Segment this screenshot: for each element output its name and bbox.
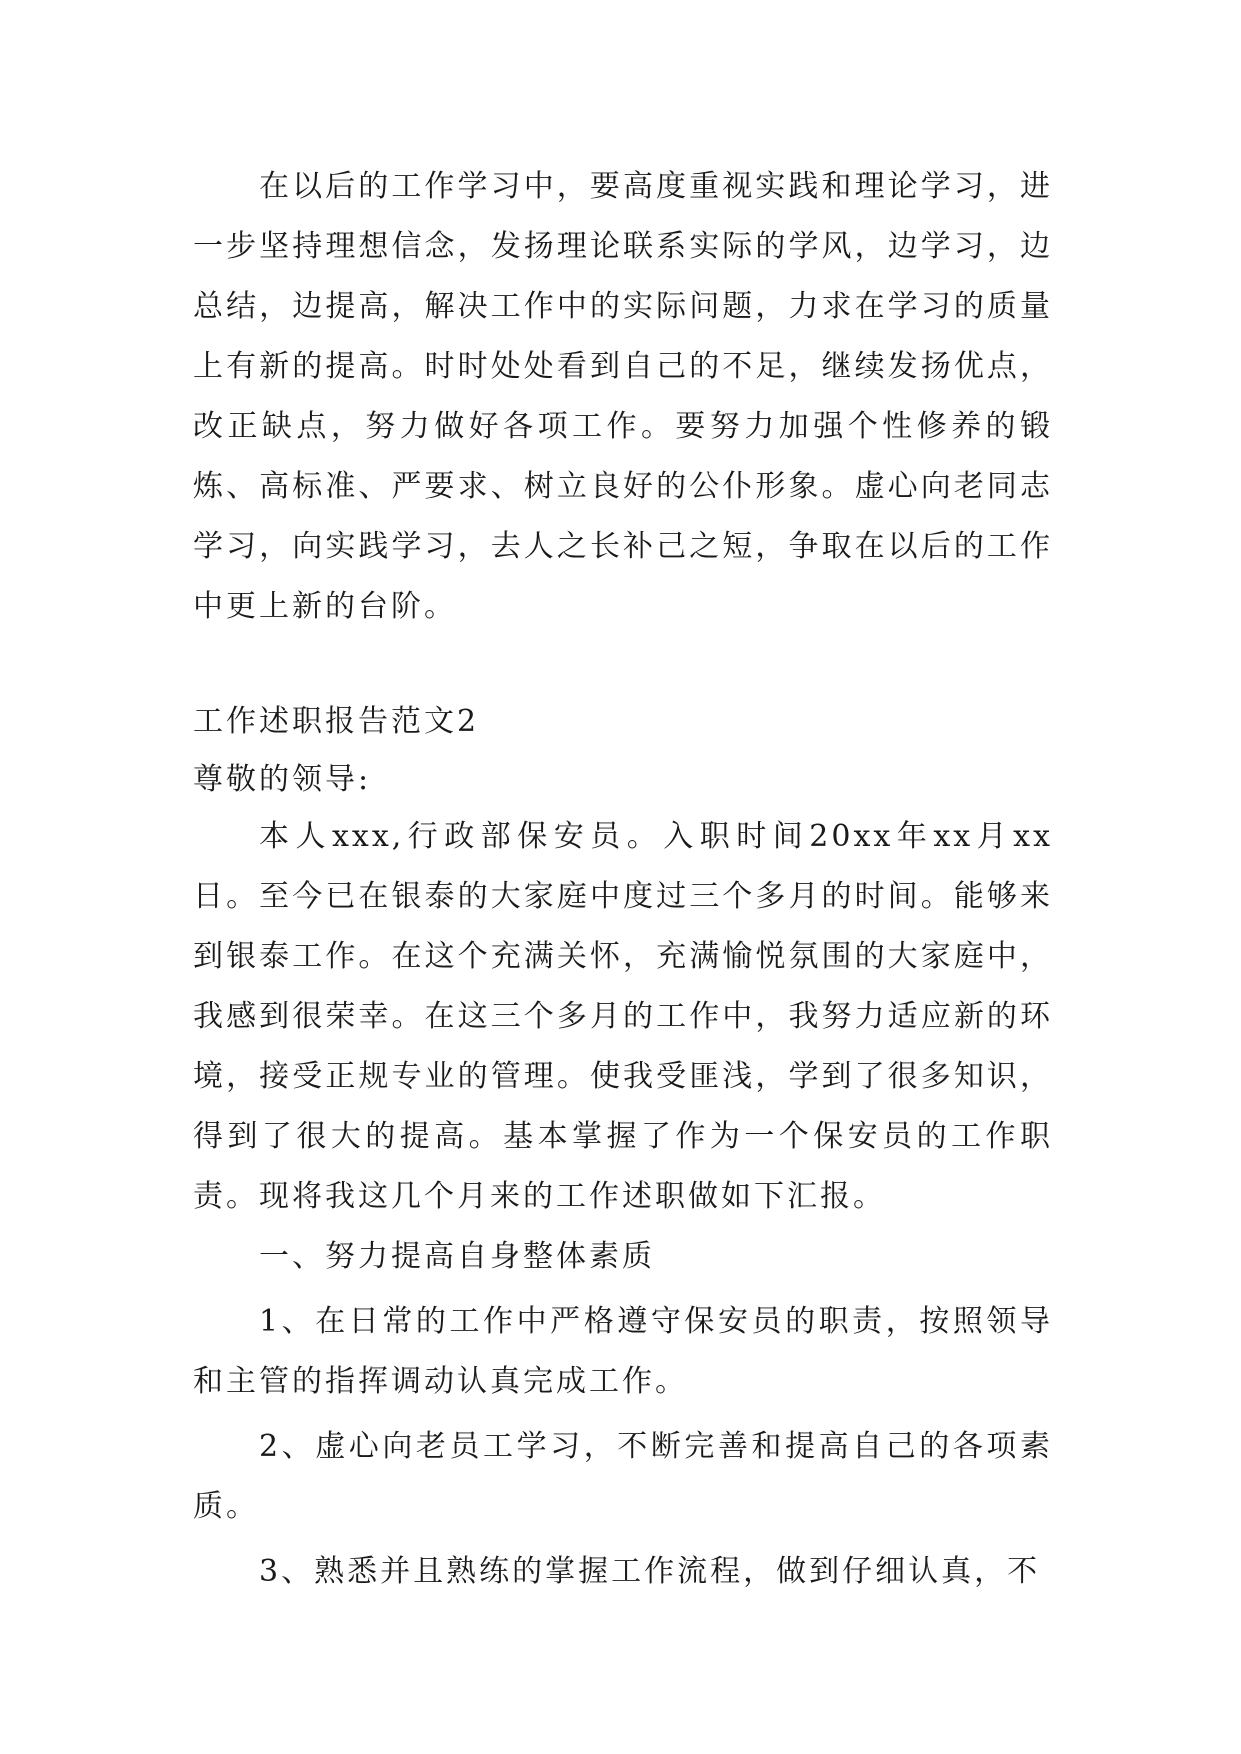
salutation: 尊敬的领导: [193, 762, 372, 797]
list-item-3: 3、熟悉并且熟练的掌握工作流程，做到仔细认真，不 [259, 1554, 1041, 1589]
subheading-improve-quality: 一、努力提高自身整体素质 [259, 1239, 655, 1274]
paragraph-continuation: 在以后的工作学习中，要高度重视实践和理论学习，进一步坚持理想信念，发扬理论联系实际的学风，边学习，边总结，边提高，解决工作中的实际问题，力求在学习的质量上有新的提高。时时处处看到自己的不足，继续发扬优点，改正缺点，努力做好各项工作。要努力加强个性修养的锻炼、高标准、严要求、树立良好的公仆形象。虚心向老同志学习，向实践学习，去人之长补己之短，争取在以后的工作中更上新的台阶。 [193, 169, 1053, 624]
section-spacer [193, 637, 1053, 692]
document-body [193, 157, 1053, 1602]
list-item-1: 1、在日常的工作中严格遵守保安员的职责，按照领导和主管的指挥调动认真完成工作。 [193, 1304, 1053, 1399]
paragraph-introduction: 本人xxx,行政部保安员。入职时间20xx年xx月xx日。至今已在银泰的大家庭中度过三个多月的时间。能够来到银泰工作。在这个充满关怀，充满愉悦氛围的大家庭中，我感到很荣幸。在这三个多月的工作中，我努力适应新的环境，接受正规专业的管理。使我受匪浅，学到了很多知识，得到了很大的提高。基本掌握了作为一个保安员的工作职责。现将我这几个月来的工作述职做如下汇报。 [193, 819, 1053, 1214]
section-title: 工作述职报告范文2 [193, 704, 480, 739]
list-item-2: 2、虚心向老员工学习，不断完善和提高自己的各项素质。 [193, 1429, 1053, 1524]
